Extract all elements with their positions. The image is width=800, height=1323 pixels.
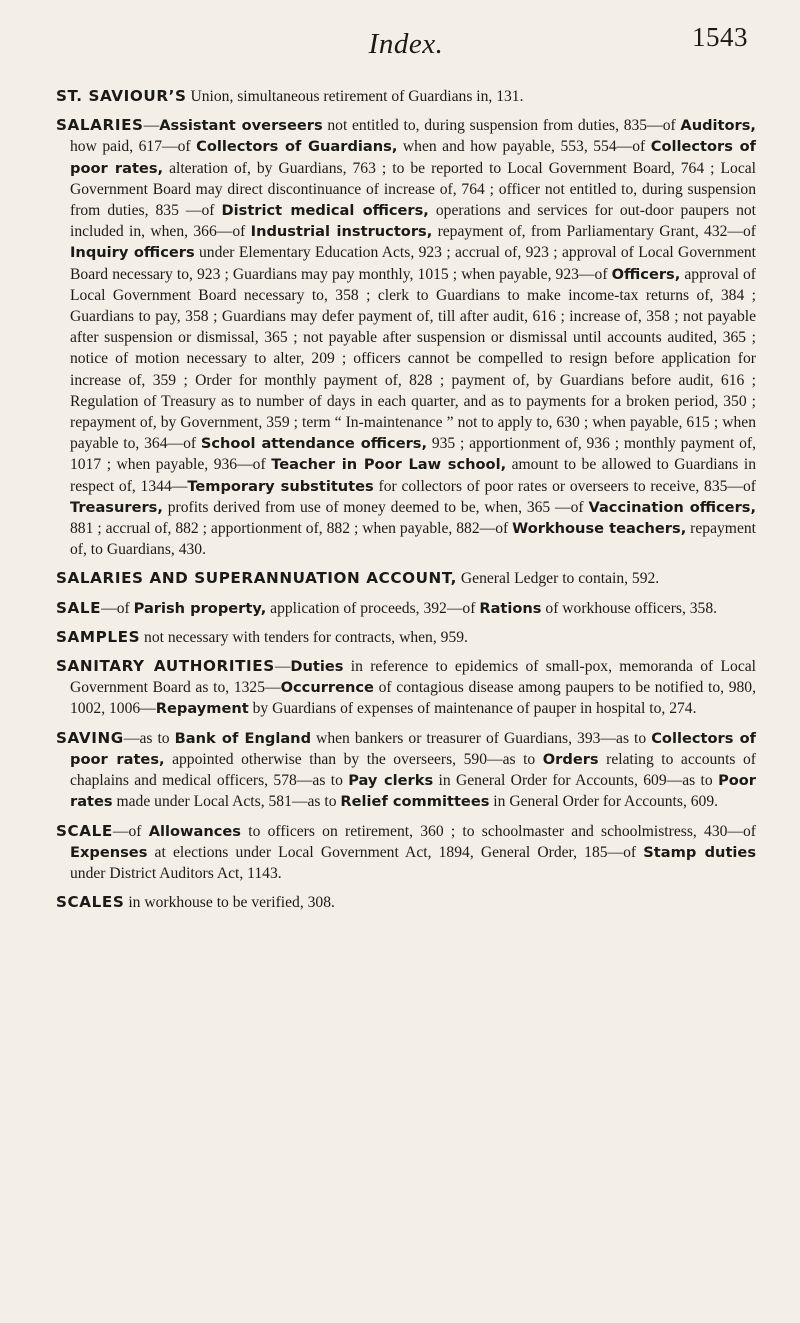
index-entry-salaries-superannuation xyxy=(56,568,756,589)
subentry-keyword: Duties xyxy=(290,658,344,676)
index-entries xyxy=(56,86,756,913)
entry-text: by Guardians of expenses of maintenance of pauper in hospital to, 274. xyxy=(248,700,697,718)
entry-text: of workhouse officers, 358. xyxy=(541,599,718,617)
index-entry-st-saviours xyxy=(56,86,756,107)
entry-heading: ST. SAVIOUR’S xyxy=(56,87,187,105)
index-entry-scale xyxy=(56,821,756,885)
entry-text: operations and services for out-door paupers not included in, when, 366—of xyxy=(70,202,756,241)
subentry-keyword: Rations xyxy=(479,599,542,617)
entry-text: in workhouse to be verified, 308. xyxy=(124,894,335,912)
index-entry-saving xyxy=(56,728,756,813)
subentry-keyword: Stamp duties xyxy=(643,843,757,861)
subentry-keyword: Vaccination officers, xyxy=(588,498,757,516)
subentry-keyword: Officers, xyxy=(611,265,681,283)
subentry-keyword: Auditors, xyxy=(680,117,756,135)
entry-text: amount to be allowed to Guardians in respect of, 1344— xyxy=(70,456,756,495)
entry-text: profits derived from use of money deemed to be, when, 365 —of xyxy=(162,498,589,516)
entry-text: 881 ; accrual of, 882 ; apportionment of, 882 ; when payable, 882—of xyxy=(70,520,513,538)
entry-text: repayment of, from Parliamentary Grant, 432—of xyxy=(432,223,757,241)
entry-text: to officers on retirement, 360 ; to schoolmaster and schoolmistress, 430—of xyxy=(241,822,756,840)
subentry-keyword: Assistant overseers xyxy=(159,117,323,135)
entry-heading: SCALE xyxy=(56,821,113,840)
index-entry-salaries xyxy=(56,115,756,560)
entry-text: appointed otherwise than by the overseers, 590—as to xyxy=(164,750,543,768)
entry-heading: SALARIES AND SUPERANNUATION ACCOUNT, xyxy=(56,569,457,588)
running-title: Index. xyxy=(368,28,444,60)
entry-text: not necessary with tenders for contracts, when, 959. xyxy=(140,628,468,646)
entry-text: Union, simultaneous retirement of Guardians in, 131. xyxy=(186,88,524,105)
entry-text: how paid, 617—of xyxy=(70,138,197,156)
entry-text: when bankers or treasurer of Guardians, 393—as to xyxy=(311,729,652,747)
entry-text: alteration of, by Guardians, 763 ; to be reported to Local Government Board, 764 ; Local Government Board may direct discontinuance of increase of, 764 ; officer not entitled to, during suspension from duties, 835 —of xyxy=(70,159,756,220)
entry-text: under District Auditors Act, 1143. xyxy=(70,864,282,882)
index-entry-samples xyxy=(56,627,756,648)
subentry-keyword: District medical officers, xyxy=(221,202,429,220)
entry-heading: SAVING xyxy=(56,728,124,747)
subentry-keyword: Parish property, xyxy=(133,599,267,617)
subentry-keyword: Orders xyxy=(542,750,599,768)
entry-text: made under Local Acts, 581—as to xyxy=(112,793,341,811)
subentry-keyword: Bank of England xyxy=(174,729,312,747)
page-header xyxy=(56,18,756,78)
entry-text: —of xyxy=(101,599,134,617)
entry-text: at elections under Local Government Act, 1894, General Order, 185—of xyxy=(147,843,644,861)
page-number: 1543 xyxy=(692,22,748,52)
entry-text: — xyxy=(274,658,291,676)
entry-text: — xyxy=(143,117,160,135)
entry-text: application of proceeds, 392—of xyxy=(266,599,480,617)
entry-text: repayment of, to Guardians, 430. xyxy=(70,520,756,559)
subentry-keyword: Teacher in Poor Law school, xyxy=(271,456,507,474)
subentry-keyword: Pay clerks xyxy=(348,772,434,790)
entry-text: when and how payable, 553, 554—of xyxy=(397,138,651,156)
subentry-keyword: Collectors of poor rates, xyxy=(70,729,756,768)
entry-text: General Ledger to contain, 592. xyxy=(457,570,660,588)
subentry-keyword: School attendance officers, xyxy=(200,435,428,453)
subentry-keyword: Temporary substitutes xyxy=(187,477,374,495)
subentry-keyword: Industrial instructors, xyxy=(250,223,433,241)
entry-text: —as to xyxy=(123,729,175,747)
entry-heading: SALE xyxy=(56,598,102,617)
subentry-keyword: Collectors of Guardians, xyxy=(196,138,398,156)
entry-text: 935 ; apportionment of, 936 ; monthly payment of, 1017 ; when payable, 936—of xyxy=(70,435,756,474)
entry-text: in General Order for Accounts, 609—as to xyxy=(433,772,719,790)
entry-text: for collectors of poor rates or overseers to receive, 835—of xyxy=(373,477,757,495)
entry-text: of contagious disease among paupers to be notified to, 980, 1002, 1006— xyxy=(70,679,756,718)
entry-heading: SAMPLES xyxy=(56,627,141,646)
subentry-keyword: Expenses xyxy=(70,843,148,861)
subentry-keyword: Poor rates xyxy=(70,772,757,811)
subentry-keyword: Repayment xyxy=(155,700,249,718)
index-entry-sale xyxy=(56,598,756,619)
entry-heading: SANITARY AUTHORITIES xyxy=(56,657,275,676)
subentry-keyword: Inquiry officers xyxy=(70,244,195,262)
entry-heading: SALARIES xyxy=(56,116,144,135)
entry-text: in General Order for Accounts, 609. xyxy=(489,793,719,811)
entry-text: approval of Local Government Board necessary to, 358 ; clerk to Guardians to make income-tax returns of, 384 ; Guardians to pay, 358 ; Guardians may defer payment of, till after audit, 616 ; increase of, 358 ; not payable after suspension or dismissal, 365 ; not payable after suspension or dismissal until accounts audited, 365 ; notice of motion necessary to alter, 209 ; officers cannot be compelled to resign before application for increase of, 359 ; Order for monthly payment of, 828 ; payment of, by Guardians before audit, 616 ; Regulation of Treasury as to number of days in each quarter, and as to payments for a broken period, 350 ; repayment of, by Government, 359 ; term “ In-maintenance ” not to apply to, 630 ; when payable, 615 ; when payable to, 364—of xyxy=(70,265,756,453)
index-entry-scales xyxy=(56,892,756,913)
subentry-keyword: Allowances xyxy=(148,822,241,840)
subentry-keyword: Treasurers, xyxy=(70,498,163,516)
subentry-keyword: Workhouse teachers, xyxy=(512,520,687,538)
entry-text: —of xyxy=(112,822,149,840)
entry-text: in reference to epidemics of small-pox, memoranda of Local Government Board as to, 1325— xyxy=(70,658,756,697)
entry-text: not entitled to, during suspension from duties, 835—of xyxy=(322,117,681,135)
entry-text: under Elementary Education Acts, 923 ; accrual of, 923 ; approval of Local Government Board necessary to, 923 ; Guardians may pay monthly, 1015 ; when payable, 923—of xyxy=(70,244,757,283)
entry-heading: SCALES xyxy=(56,893,125,912)
index-entry-sanitary-authorities xyxy=(56,656,756,720)
subentry-keyword: Occurrence xyxy=(280,679,374,697)
entry-text: relating to accounts of chaplains and medical officers, 578—as to xyxy=(70,750,756,790)
subentry-keyword: Collectors of poor rates, xyxy=(70,138,756,177)
subentry-keyword: Relief committees xyxy=(340,793,490,811)
